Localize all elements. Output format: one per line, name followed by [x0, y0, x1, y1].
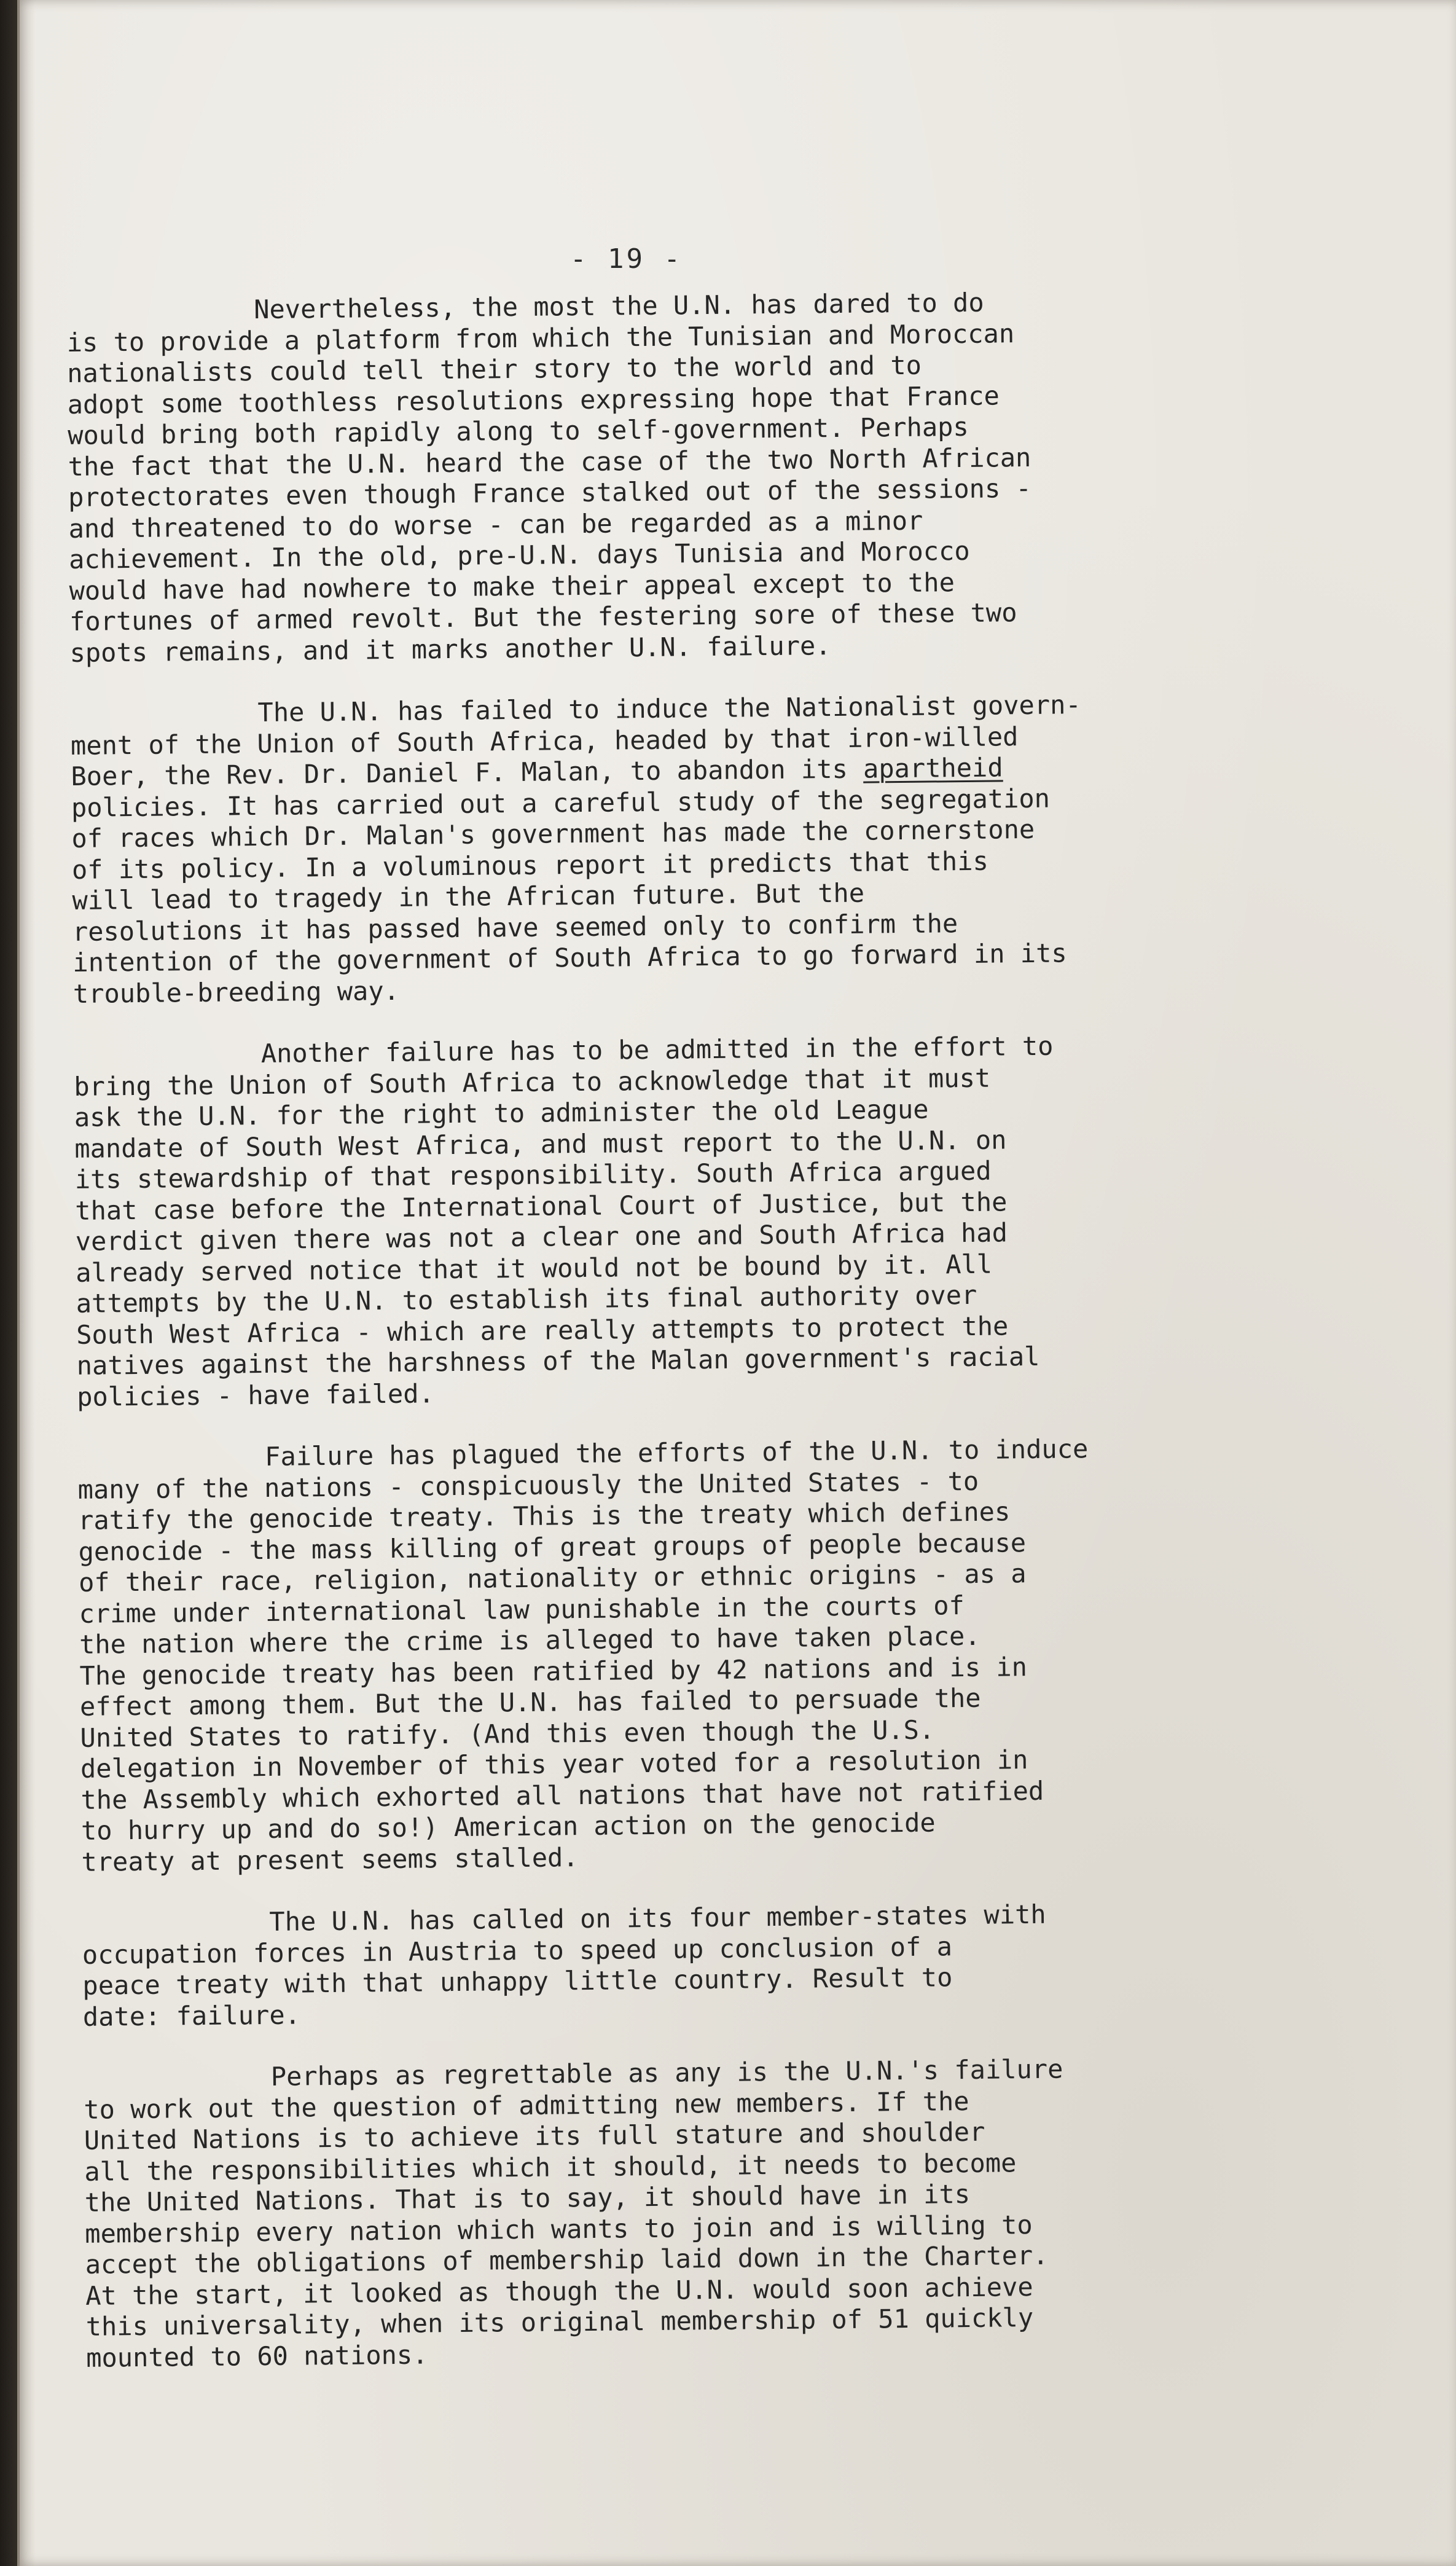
text-line: accept the obligations of membership laid down in the Charter.: [85, 2240, 1049, 2280]
text-line: mandate of South West Africa, and must report to the U.N. on: [74, 1124, 1007, 1164]
text-line: fortunes of armed revolt. But the festering sore of these two: [69, 597, 1017, 637]
text-line: natives against the harshness of the Malan government's racial: [76, 1341, 1040, 1381]
text-line: delegation in November of this year voted for a resolution in: [80, 1744, 1028, 1784]
text-line: At the start, it looked as though the U.N. would soon achieve: [85, 2271, 1033, 2311]
paragraph-genocide-treaty: [77, 1432, 1323, 1878]
text-line: of their race, religion, nationality or ethnic origins - as a: [78, 1558, 1027, 1598]
text-line: ment of the Union of South Africa, headed by that iron-willed: [70, 721, 1019, 761]
text-line: bring the Union of South Africa to acknowledge that it must: [74, 1062, 991, 1102]
text-line: the nation where the crime is alleged to have taken place.: [79, 1620, 980, 1660]
paragraph-tunisia-morocco: [66, 284, 1311, 669]
body-text: [66, 284, 1328, 2404]
text-line: trouble-breeding way.: [72, 975, 400, 1009]
text-line: of races which Dr. Malan's government has made the cornerstone: [71, 814, 1035, 853]
text-line: nationalists could tell their story to the world and to: [66, 350, 922, 388]
paragraph-south-africa-apartheid: [70, 688, 1314, 1010]
text-line: is to provide a platform from which the Tunisian and Moroccan: [66, 318, 1015, 358]
paragraph-south-west-africa: [74, 1029, 1318, 1413]
text-line: Failure has plagued the efforts of the U.N. to induce: [264, 1434, 1089, 1472]
text-line: ratify the genocide treaty. This is the treaty which defines: [77, 1496, 1011, 1536]
text-line: policies. It has carried out a careful study of the segregation: [71, 783, 1051, 823]
text-line: effect among them. But the U.N. has failed to persuade the: [79, 1682, 981, 1722]
text-line: attempts by the U.N. to establish its final authority over: [76, 1279, 977, 1319]
text-line: mounted to 60 nations.: [85, 2339, 428, 2373]
page-number: - 19 -: [570, 243, 683, 275]
text-line: The U.N. has failed to induce the Nationalist govern-: [257, 689, 1081, 728]
text-line: The genocide treaty has been ratified by 42 nations and is in: [79, 1651, 1028, 1691]
text-line: the Assembly which exhorted all nations that have not ratified: [80, 1775, 1044, 1815]
text-line: South West Africa - which are really attempts to protect the: [76, 1310, 1009, 1350]
text-line: date: failure.: [82, 1999, 301, 2032]
text-line: ask the U.N. for the right to administer the old League: [74, 1094, 929, 1132]
text-line: membership every nation which wants to join and is willing to: [85, 2209, 1033, 2249]
text-line: policies - have failed.: [76, 1378, 434, 1412]
text-line: protectorates even though France stalked out of the sessions -: [68, 473, 1032, 512]
text-line: already served notice that it would not be bound by it. All: [76, 1249, 993, 1288]
text-line: United Nations is to achieve its full stature and shoulder: [84, 2116, 985, 2156]
text-line: treaty at present seems stalled.: [81, 1842, 579, 1877]
text-line: verdict given there was not a clear one and South Africa had: [75, 1217, 1008, 1257]
text-line: adopt some toothless resolutions expressing hope that France: [67, 380, 1000, 420]
text-line: intention of the government of South Africa to go forward in its: [72, 938, 1067, 978]
text-line: occupation forces in Austria to speed up conclusion of a: [82, 1931, 953, 1970]
text-line: would have had nowhere to make their appeal except to the: [69, 567, 955, 606]
underlined-word: apartheid: [863, 752, 1003, 784]
text-line: that case before the International Court of Justice, but the: [75, 1186, 1008, 1226]
text-line: of its policy. In a voluminous report it predicts that this: [71, 846, 989, 885]
typewritten-page: [17, 0, 1456, 2566]
text-line: Perhaps as regrettable as any is the U.N.'s failure: [270, 2054, 1063, 2092]
text-line: resolutions it has passed have seemed only to confirm the: [72, 908, 958, 947]
text-line: many of the nations - conspicuously the United States - to: [77, 1465, 979, 1505]
text-line: United States to ratify. (And this even though the U.S.: [80, 1714, 935, 1753]
page-left-edge: [17, 0, 20, 2566]
text-line: to work out the question of admitting new members. If the: [84, 2085, 969, 2125]
text-line: and threatened to do worse - can be regarded as a minor: [68, 505, 923, 544]
paragraph-new-members: [84, 2051, 1328, 2373]
text-line: the United Nations. That is to say, it should have in its: [84, 2179, 971, 2218]
text-line: crime under international law punishable in the courts of: [79, 1590, 965, 1629]
text-line: achievement. In the old, pre-U.N. days Tunisia and Morocco: [68, 535, 970, 575]
text-line: its stewardship of that responsibility. South Africa argued: [74, 1155, 992, 1195]
text-line: this universality, when its original membership of 51 quickly: [85, 2302, 1034, 2342]
text-line: would bring both rapidly along to self-government. Perhaps: [67, 411, 969, 450]
text-line: will lead to tragedy in the African future. But the: [72, 877, 865, 916]
text-line: spots remains, and it marks another U.N. failure.: [69, 630, 831, 668]
text-line: Nevertheless, the most the U.N. has dared to do: [253, 287, 984, 325]
text-line: the fact that the U.N. heard the case of the two North African: [68, 442, 1031, 482]
text-line: all the responsibilities which it should, it needs to become: [84, 2147, 1017, 2187]
text-line: The U.N. has called on its four member-states with: [269, 1899, 1046, 1937]
paragraph-austria-treaty: [82, 1896, 1324, 2032]
text-line: peace treaty with that unhappy little country. Result to: [82, 1962, 953, 2001]
text-line: Another failure has to be admitted in the effort to: [260, 1030, 1054, 1069]
text-line: to hurry up and do so!) American action on the genocide: [80, 1807, 936, 1846]
text-line: genocide - the mass killing of great groups of people because: [78, 1527, 1027, 1567]
text-segment: Boer, the Rev. Dr. Daniel F. Malan, to abandon its: [71, 753, 864, 791]
